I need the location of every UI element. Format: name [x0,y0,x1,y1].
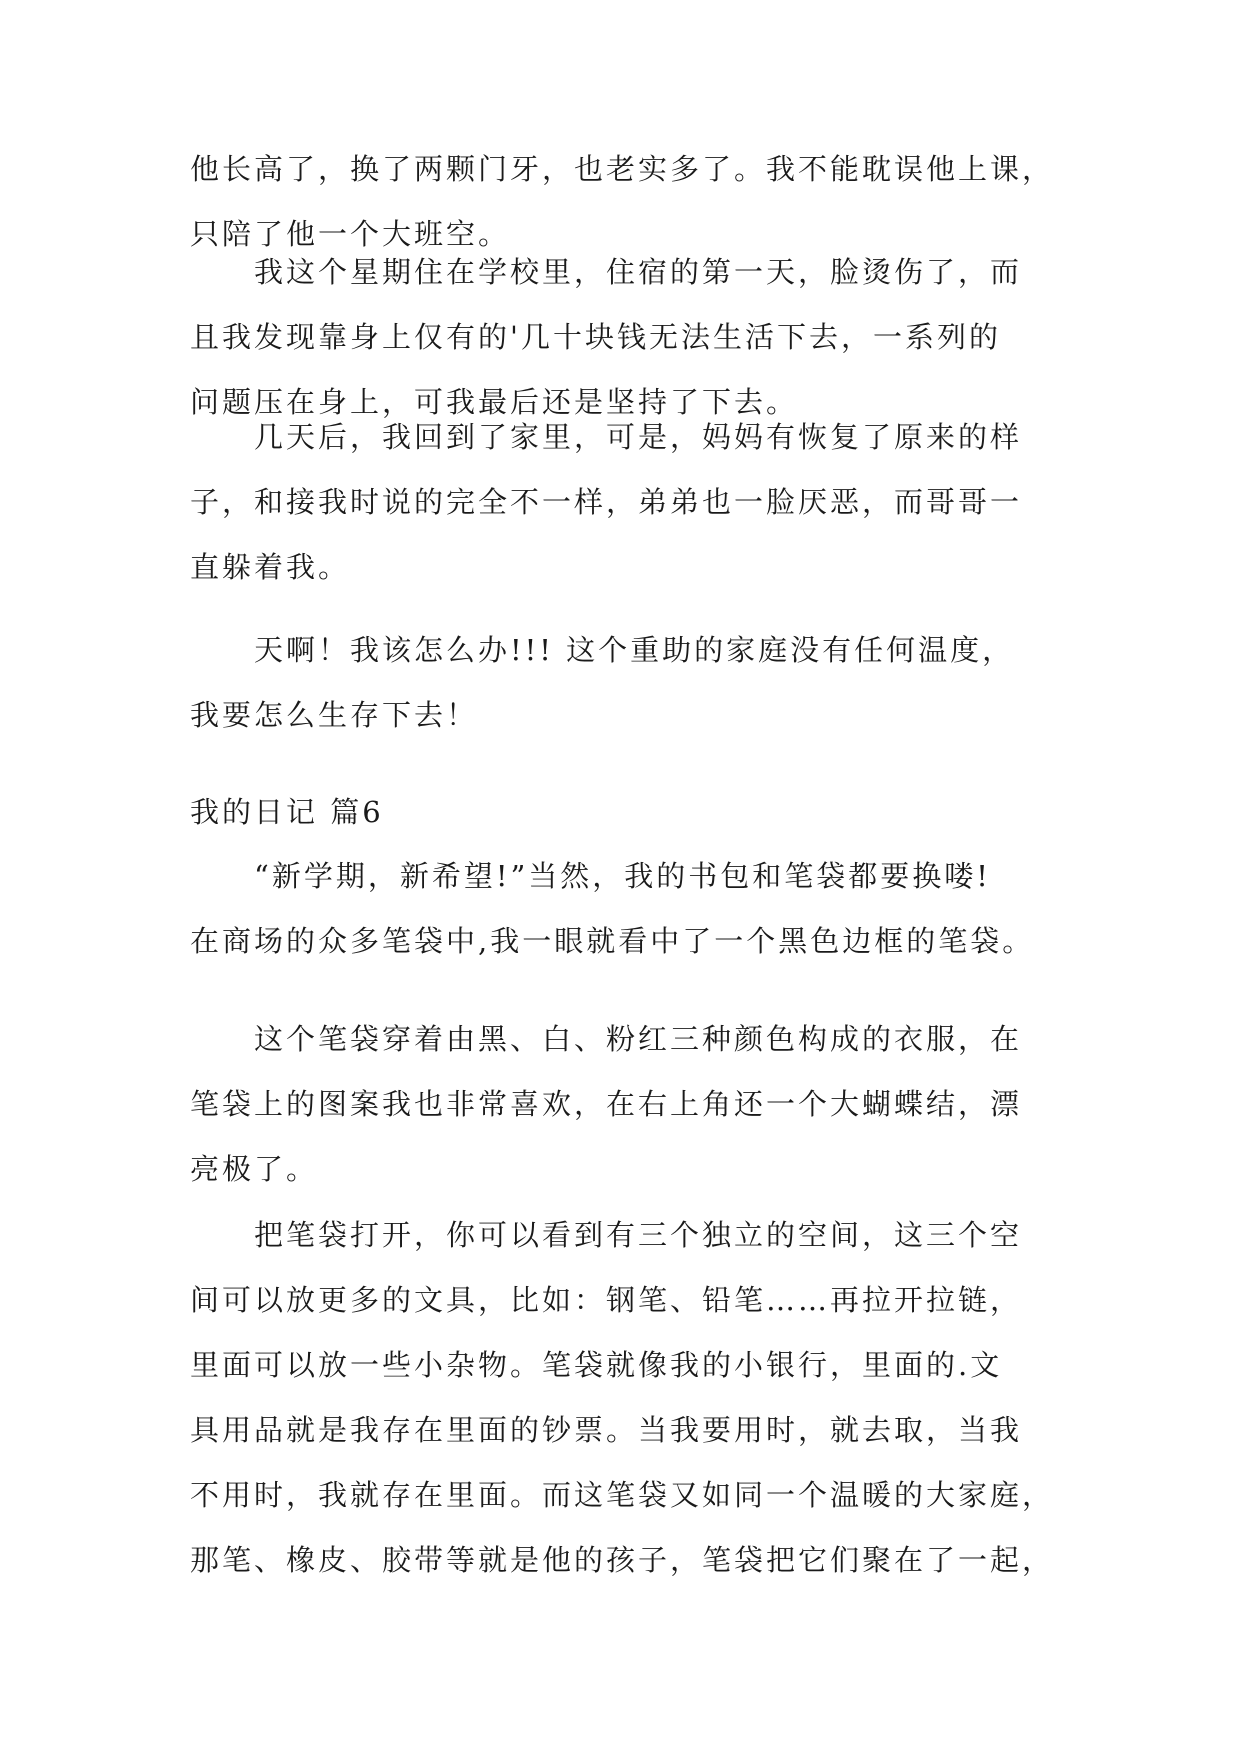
text-line: 只陪了他一个大班空。 [190,217,511,251]
text-line: 间可以放更多的文具，比如：钢笔、铅笔……再拉开拉链， [190,1283,1023,1317]
text-line: 子，和接我时说的完全不一样，弟弟也一脸厌恶，而哥哥一 [190,485,1023,519]
text-line: 不用时，我就存在里面。而这笔袋又如同一个温暖的大家庭， [190,1478,1055,1512]
text-line: 笔袋上的图案我也非常喜欢，在右上角还一个大蝴蝶结，漂 [190,1087,1023,1121]
text-line: 天啊！我该怎么办!!! 这个重助的家庭没有任何温度， [254,633,1015,667]
section-heading: 我的日记 篇6 [190,795,384,829]
text-line: 几天后，我回到了家里，可是，妈妈有恢复了原来的样 [254,420,1023,454]
text-line: 亮极了。 [190,1152,319,1186]
paragraph [190,405,1070,600]
text-line: 我这个星期住在学校里，住宿的第一天，脸烫伤了，而 [254,255,1023,289]
text-line: 这个笔袋穿着由黑、白、粉红三种颜色构成的衣服，在 [254,1022,1023,1056]
text-line: 那笔、橡皮、胶带等就是他的孩子，笔袋把它们聚在了一起， [190,1543,1055,1577]
text-line: 把笔袋打开，你可以看到有三个独立的空间，这三个空 [254,1218,1023,1252]
text-line: 问题压在身上，可我最后还是坚持了下去。 [190,385,799,419]
text-line: 具用品就是我存在里面的钞票。当我要用时，就去取，当我 [190,1413,1023,1447]
paragraph [190,618,1070,748]
text-line: 且我发现靠身上仅有的'几十块钱无法生活下去，一系列的 [190,320,1001,354]
paragraph [190,1203,1070,1593]
text-line: “新学期，新希望!”当然，我的书包和笔袋都要换喽! [254,859,991,893]
text-line: 在商场的众多笔袋中,我一眼就看中了一个黑色边框的笔袋。 [190,924,1035,958]
text-line: 他长高了，换了两颗门牙，也老实多了。我不能耽误他上课， [190,152,1055,186]
text-line: 里面可以放一些小杂物。笔袋就像我的小银行，里面的.文 [190,1348,1003,1382]
paragraph [190,1007,1070,1202]
paragraph [190,844,1070,974]
text-line: 我要怎么生存下去！ [190,698,479,732]
text-line: 直躲着我。 [190,550,351,584]
